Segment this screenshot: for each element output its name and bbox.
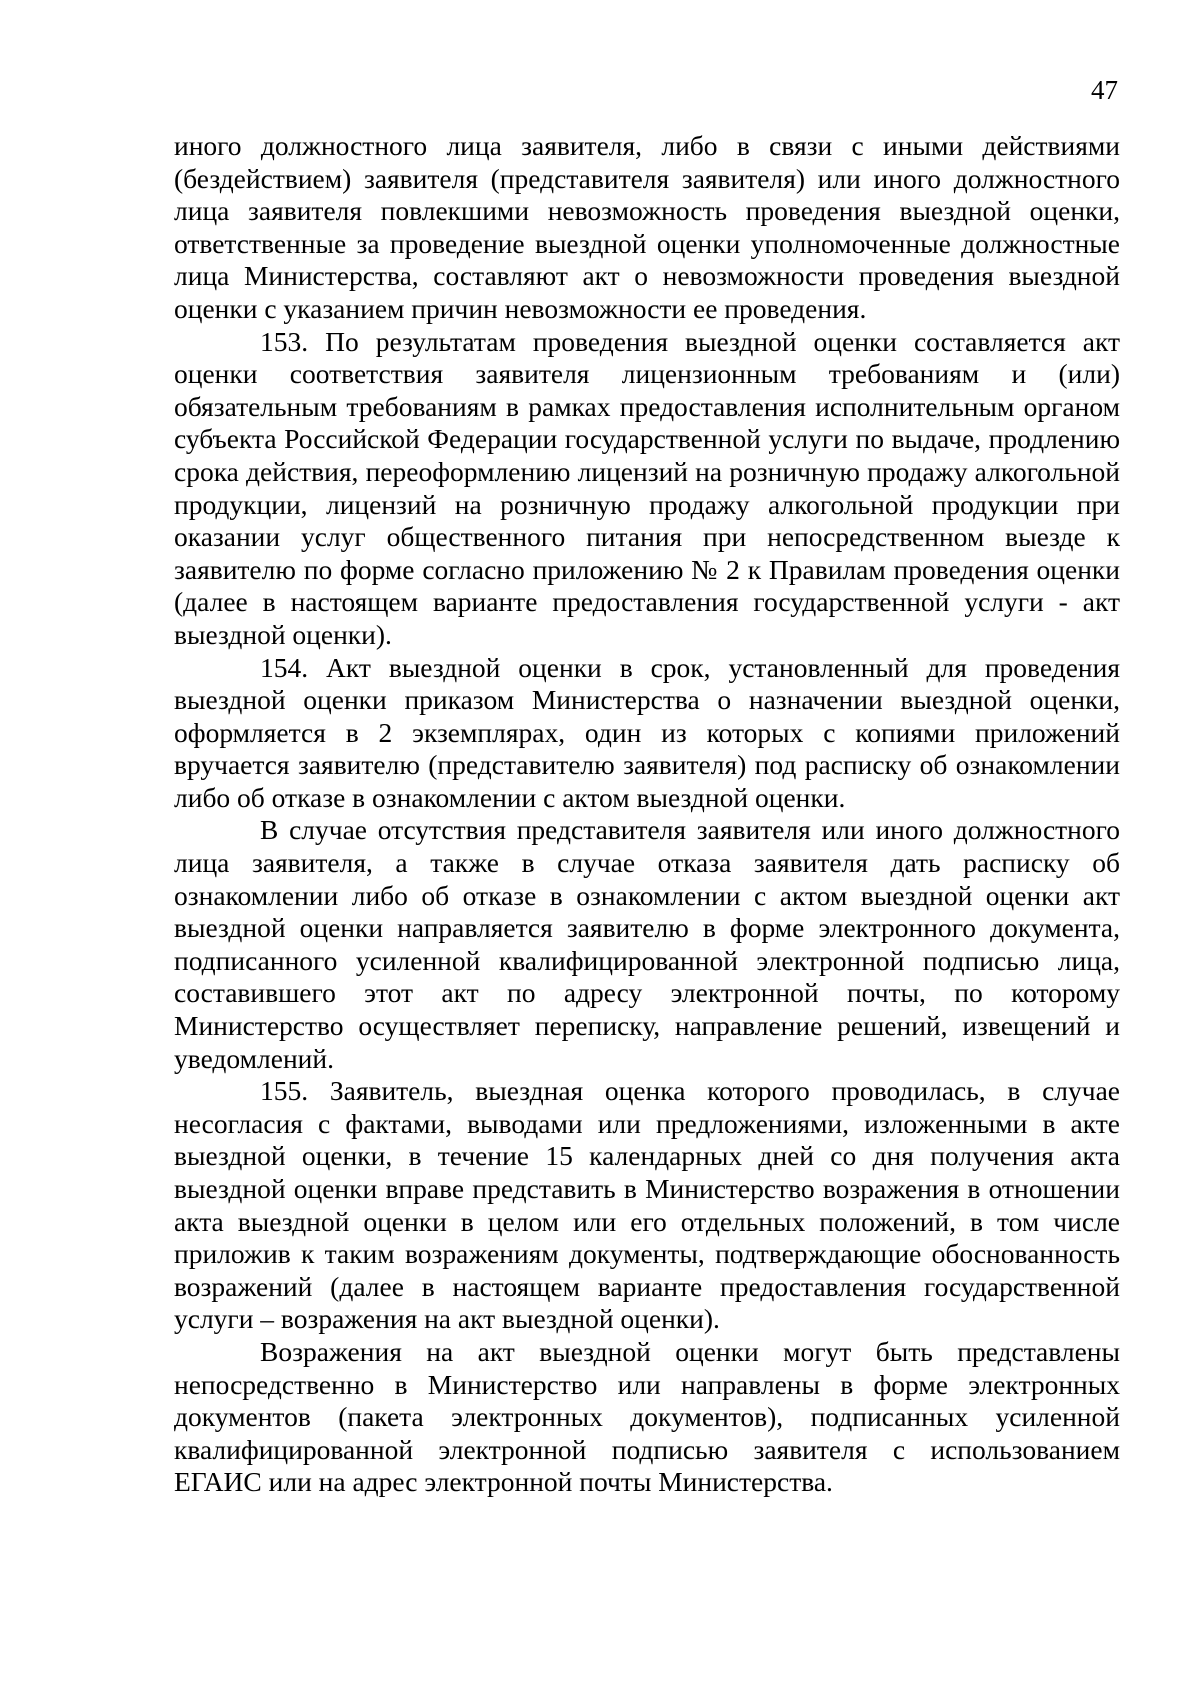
document-body (174, 130, 1120, 1499)
paragraph-154: 154. Акт выездной оценки в срок, установленный для проведения выездной оценки приказом Министерства о назначении выездной оценки, оформляется в 2 экземплярах, один из которых с копиями приложений вручается заявителю (представителю заявителя) под расписку об ознакомлении либо об отказе в ознакомлении с актом выездной оценки. (174, 651, 1120, 813)
paragraph-153: 153. По результатам проведения выездной оценки составляется акт оценки соответствия заявителя лицензионным требованиям и (или) обязательным требованиям в рамках предоставления исполнительным органом субъекта Российской Федерации государственной услуги по выдаче, продлению срока действия, переоформлению лицензий на розничную продажу алкогольной продукции, лицензий на розничную продажу алкогольной продукции при оказании услуг общественного питания при непосредственном выезде к заявителю по форме согласно приложению № 2 к Правилам проведения оценки (далее в настоящем варианте предоставления государственной услуги - акт выездной оценки). (174, 325, 1120, 650)
paragraph-155: 155. Заявитель, выездная оценка которого проводилась, в случае несогласия с фактами, выводами или предложениями, изложенными в акте выездной оценки, в течение 15 календарных дней со дня получения акта выездной оценки вправе представить в Министерство возражения в отношении акта выездной оценки в целом или его отдельных положений, в том числе приложив к таким возражениям документы, подтверждающие обоснованность возражений (далее в настоящем варианте предоставления государственной услуги – возражения на акт выездной оценки). (174, 1075, 1120, 1335)
page-number: 47 (1091, 75, 1118, 105)
paragraph-continuation: иного должностного лица заявителя, либо в связи с иными действиями (бездействием) заявителя (представителя заявителя) или иного должностного лица заявителя повлекшими невозможность проведения выездной оценки, ответственные за проведение выездной оценки уполномоченные должностные лица Министерства, составляют акт о невозможности проведения выездной оценки с указанием причин невозможности ее проведения. (174, 130, 1120, 324)
paragraph-155-objections: Возражения на акт выездной оценки могут быть представлены непосредственно в Министерство или направлены в форме электронных документов (пакета электронных документов), подписанных усиленной квалифицированной электронной подписью заявителя с использованием ЕГАИС или на адрес электронной почты Министерства. (174, 1335, 1120, 1498)
paragraph-154-notice: В случае отсутствия представителя заявителя или иного должностного лица заявителя, а также в случае отказа заявителя дать расписку об ознакомлении либо об отказе в ознакомлении с актом выездной оценки акт выездной оценки направляется заявителю в форме электронного документа, подписанного усиленной квалифицированной электронной подписью лица, составившего этот акт по адресу электронной почты, по которому Министерство осуществляет переписку, направление решений, извещений и уведомлений. (174, 814, 1120, 1074)
